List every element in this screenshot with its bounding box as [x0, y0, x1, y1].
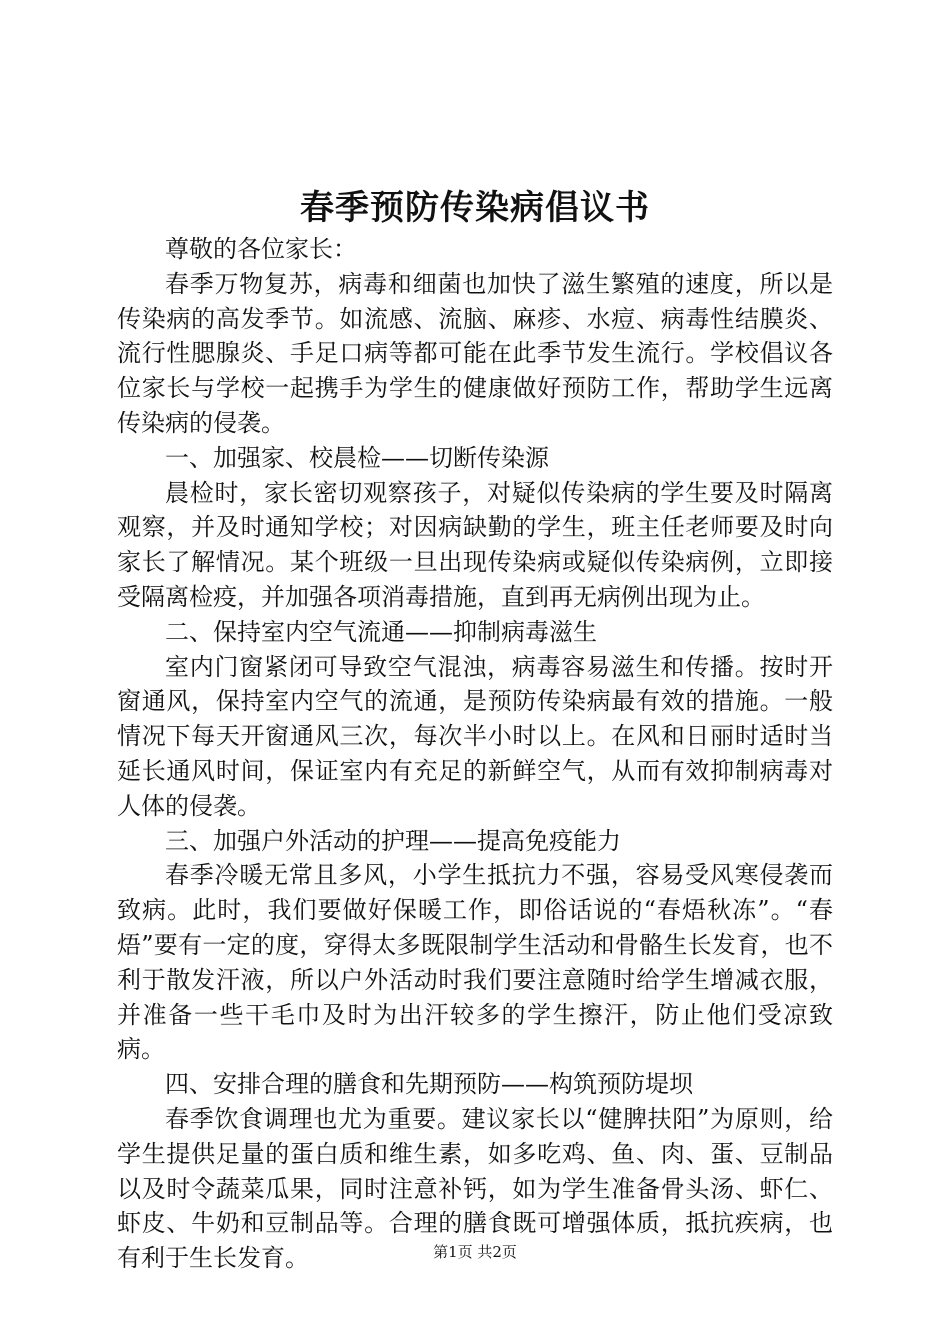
- document-title: 春季预防传染病倡议书: [300, 188, 650, 228]
- intro-paragraph: 春季万物复苏，病毒和细菌也加快了滋生繁殖的速度，所以是传染病的高发季节。如流感、流脑、麻疹、水痘、病毒性结膜炎、流行性腮腺炎、手足口病等都可能在此季节发生流行。学校倡议各位家长与学校一起携手为学生的健康做好预防工作，帮助学生远离传染病的侵袭。: [117, 269, 833, 437]
- section-paragraph-2: 室内门窗紧闭可导致空气混浊，病毒容易滋生和传播。按时开窗通风，保持室内空气的流通，是预防传染病最有效的措施。一般情况下每天开窗通风三次，每次半小时以上。在风和日丽时适时当延长通风时间，保证室内有充足的新鲜空气，从而有效抑制病毒对人体的侵袭。: [117, 652, 833, 820]
- document-body: [117, 232, 833, 1276]
- page-footer: 第1页 共2页: [433, 1243, 517, 1261]
- section-heading-4: 四、安排合理的膳食和先期预防——构筑预防堤坝: [165, 1070, 693, 1099]
- section-paragraph-3: 春季冷暖无常且多风，小学生抵抗力不强，容易受风寒侵袭而致病。此时，我们要做好保暖工作，即俗话说的“春焐秋冻”。“春焐”要有一定的度，穿得太多既限制学生活动和骨骼生长发育，也不利于散发汗液，所以户外活动时我们要注意随时给学生增减衣服，并准备一些干毛巾及时为出汗较多的学生擦汗，防止他们受凉致病。: [117, 861, 833, 1064]
- section-heading-2: 二、保持室内空气流通——抑制病毒滋生: [165, 617, 597, 646]
- section-heading-3: 三、加强户外活动的护理——提高免疫能力: [165, 826, 621, 855]
- section-heading-1: 一、加强家、校晨检——切断传染源: [165, 443, 549, 472]
- section-paragraph-1: 晨检时，家长密切观察孩子，对疑似传染病的学生要及时隔离观察，并及时通知学校；对因病缺勤的学生，班主任老师要及时向家长了解情况。某个班级一旦出现传染病或疑似传染病例，立即接受隔离检疫，并加强各项消毒措施，直到再无病例出现为止。: [117, 478, 833, 611]
- salutation: 尊敬的各位家长：: [165, 235, 357, 263]
- section-paragraph-4: 春季饮食调理也尤为重要。建议家长以“健脾扶阳”为原则，给学生提供足量的蛋白质和维生素，如多吃鸡、鱼、肉、蛋、豆制品以及时令蔬菜瓜果，同时注意补钙，如为学生准备骨头汤、虾仁、虾皮、牛奶和豆制品等。合理的膳食既可增强体质，抵抗疾病，也有利于生长发育。: [117, 1104, 833, 1273]
